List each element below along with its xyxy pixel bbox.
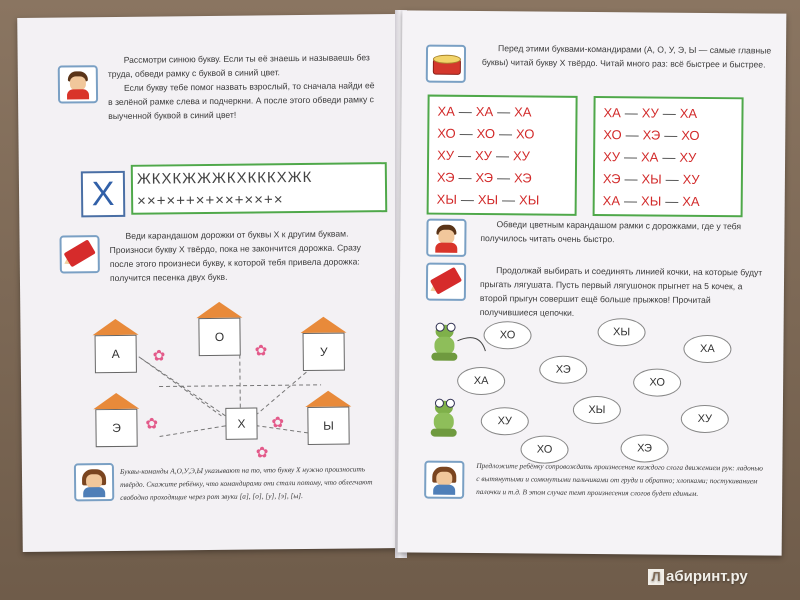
watermark-text: абиринт.ру: [666, 568, 748, 585]
instruction-paragraph: Веди карандашом дорожки от буквы Х к другим буквам. Произноси букву Х твёрдо, пока не закончится дорожка. Сразу после этого произнеси букву, к которой тебя привела дорожка: получится песенка двух букв.: [109, 228, 361, 284]
dash-separator: —: [665, 193, 679, 209]
syllable: ХУ: [682, 171, 700, 187]
syllable: ХА: [640, 149, 659, 165]
syllable: ХО: [681, 127, 700, 143]
syllable: ХЭ: [602, 171, 621, 187]
syllable: ХО: [603, 127, 622, 143]
house-letter: А: [95, 335, 137, 373]
syllable: ХЫ: [477, 192, 499, 208]
flower-icon: ✿: [255, 444, 269, 462]
dash-separator: —: [665, 171, 679, 187]
dash-separator: —: [497, 104, 511, 120]
dash-separator: —: [458, 103, 472, 119]
dash-separator: —: [625, 127, 639, 143]
bump-bubble[interactable]: ХА: [683, 335, 731, 363]
letter-row-2: ××+×++×+××+××+×: [137, 191, 284, 210]
dash-separator: —: [497, 170, 511, 186]
syllable: ХА: [682, 193, 700, 209]
syllable: ХЫ: [640, 193, 662, 209]
intro-paragraph-1: Рассмотри синюю букву. Если ты её знаешь и называешь без труда, обведи рамку с буквой в синий цвет.: [107, 52, 370, 80]
girl-face-icon: [424, 461, 464, 499]
flower-icon: ✿: [254, 342, 268, 360]
dash-separator: —: [623, 149, 638, 165]
syllable: ХУ: [641, 105, 659, 121]
dash-separator: —: [458, 169, 472, 185]
center-letter-box[interactable]: Х: [225, 408, 257, 440]
syllable: ХО: [515, 126, 535, 142]
syllable: ХЫ: [641, 171, 662, 187]
syllable: ХУ: [474, 147, 493, 164]
bump-bubble[interactable]: ХЫ: [597, 318, 645, 346]
instruction-1-text: Обведи цветным карандашом рамки с дорожками, где у тебя получилось читать очень быстро.: [480, 219, 742, 245]
parent-note-left: Буквы-команды А,О,У,Э,Ы указывают на то, что букву Х нужно произносить твёрдо. Скажите ребёнку, что командирами они стали потому, что облегчают свободно проходящие через рот звуки [а], [о], [у], [э], [ы].: [119, 464, 373, 502]
bump-bubble[interactable]: ХА: [457, 367, 505, 395]
bump-bubble[interactable]: ХЫ: [573, 396, 621, 424]
parent-note-right: Предложите ребёнку сопровождать произнесение каждого слога движением рук: ладонью с вытянутыми и сомкнутыми пальчиками от груди и обратно; хлопками; постукиванием палочки и т.д. В этом случае темп произнесения слогов будет единым.: [476, 460, 763, 498]
house-o[interactable]: [196, 302, 243, 356]
right-page: [398, 10, 787, 555]
dash-separator: —: [623, 193, 638, 209]
syllable: ХУ: [437, 147, 455, 163]
flower-icon: ✿: [271, 414, 285, 432]
syllable: ХЭ: [514, 170, 532, 186]
watermark-logo-letter: Л: [648, 569, 664, 585]
syllable: ХА: [514, 104, 532, 120]
syllable: ХУ: [603, 149, 621, 165]
house-u[interactable]: [300, 317, 347, 371]
dash-separator: —: [664, 127, 678, 143]
dash-separator: —: [457, 147, 472, 163]
syllable: ХА: [437, 103, 455, 119]
dash-separator: —: [502, 192, 516, 208]
girl-face-icon: [74, 463, 114, 501]
house-letter: Ы: [307, 407, 349, 445]
bump-bubble[interactable]: ХУ: [481, 407, 529, 435]
right-intro-paragraph: Перед этими буквами-командирами (А, О, У, Э, Ы — самые главные буквы) читай букву Х твёрдо. Читай много раз: всё быстрее и быстрее.: [481, 43, 772, 70]
syllable: ХУ: [679, 149, 697, 165]
syllable: ХУ: [512, 148, 530, 164]
syllable: ХЫ: [436, 191, 457, 207]
syllable: ХЭ: [436, 169, 455, 185]
left-page: [17, 14, 401, 552]
dash-separator: —: [495, 148, 510, 164]
syllable: ХО: [437, 125, 456, 141]
syllable: ХА: [603, 105, 621, 121]
dash-separator: —: [460, 191, 474, 207]
bump-bubble[interactable]: ХО: [633, 368, 681, 396]
dash-separator: —: [459, 125, 473, 141]
bump-bubble[interactable]: ХО: [483, 321, 531, 349]
big-letter-box[interactable]: Х: [81, 171, 125, 217]
house-a[interactable]: [92, 319, 139, 373]
intro-paragraph-2: Если букву тебе помог назвать взрослый, то сначала найди её в зелёной рамке слева и подчеркни. А после этого обведи рамку с выученной буквой в синий цвет!: [108, 80, 375, 122]
house-letter: Э: [95, 409, 137, 447]
syllable: ХА: [679, 105, 698, 121]
house-y[interactable]: [305, 391, 352, 445]
syllable: ХЫ: [519, 192, 540, 208]
syllable: ХЭ: [475, 169, 494, 186]
dash-separator: —: [662, 105, 676, 121]
syllable: ХА: [602, 193, 621, 209]
syllable: ХА: [475, 103, 494, 120]
bump-bubble[interactable]: ХЭ: [539, 356, 587, 384]
bump-bubble[interactable]: ХО: [520, 435, 568, 463]
house-letter: У: [303, 333, 345, 371]
watermark-logo: [648, 568, 748, 585]
dash-separator: —: [662, 149, 676, 165]
dash-separator: —: [498, 126, 513, 142]
syllable: ХО: [476, 125, 496, 142]
dash-separator: —: [624, 171, 638, 187]
flower-icon: ✿: [145, 415, 159, 433]
house-e[interactable]: [93, 393, 140, 447]
syllable: ХЭ: [642, 127, 661, 143]
dash-separator: —: [624, 105, 638, 121]
flower-icon: ✿: [152, 347, 166, 365]
bump-bubble[interactable]: ХУ: [681, 405, 729, 433]
letter-row-1: ЖКХКЖЖЖКХКККХЖК: [136, 168, 313, 188]
house-letter: О: [198, 318, 240, 356]
instruction-2-text: Продолжай выбирать и соединять линией кочки, на которые будут прыгать лягушата. Пусть первый лягушонок прыгнет на 5 кочек, а второй прыгун совершит ещё больше прыжков! Прочитай получившиеся цепочки.: [479, 265, 763, 318]
bump-bubble[interactable]: ХЭ: [620, 434, 668, 462]
